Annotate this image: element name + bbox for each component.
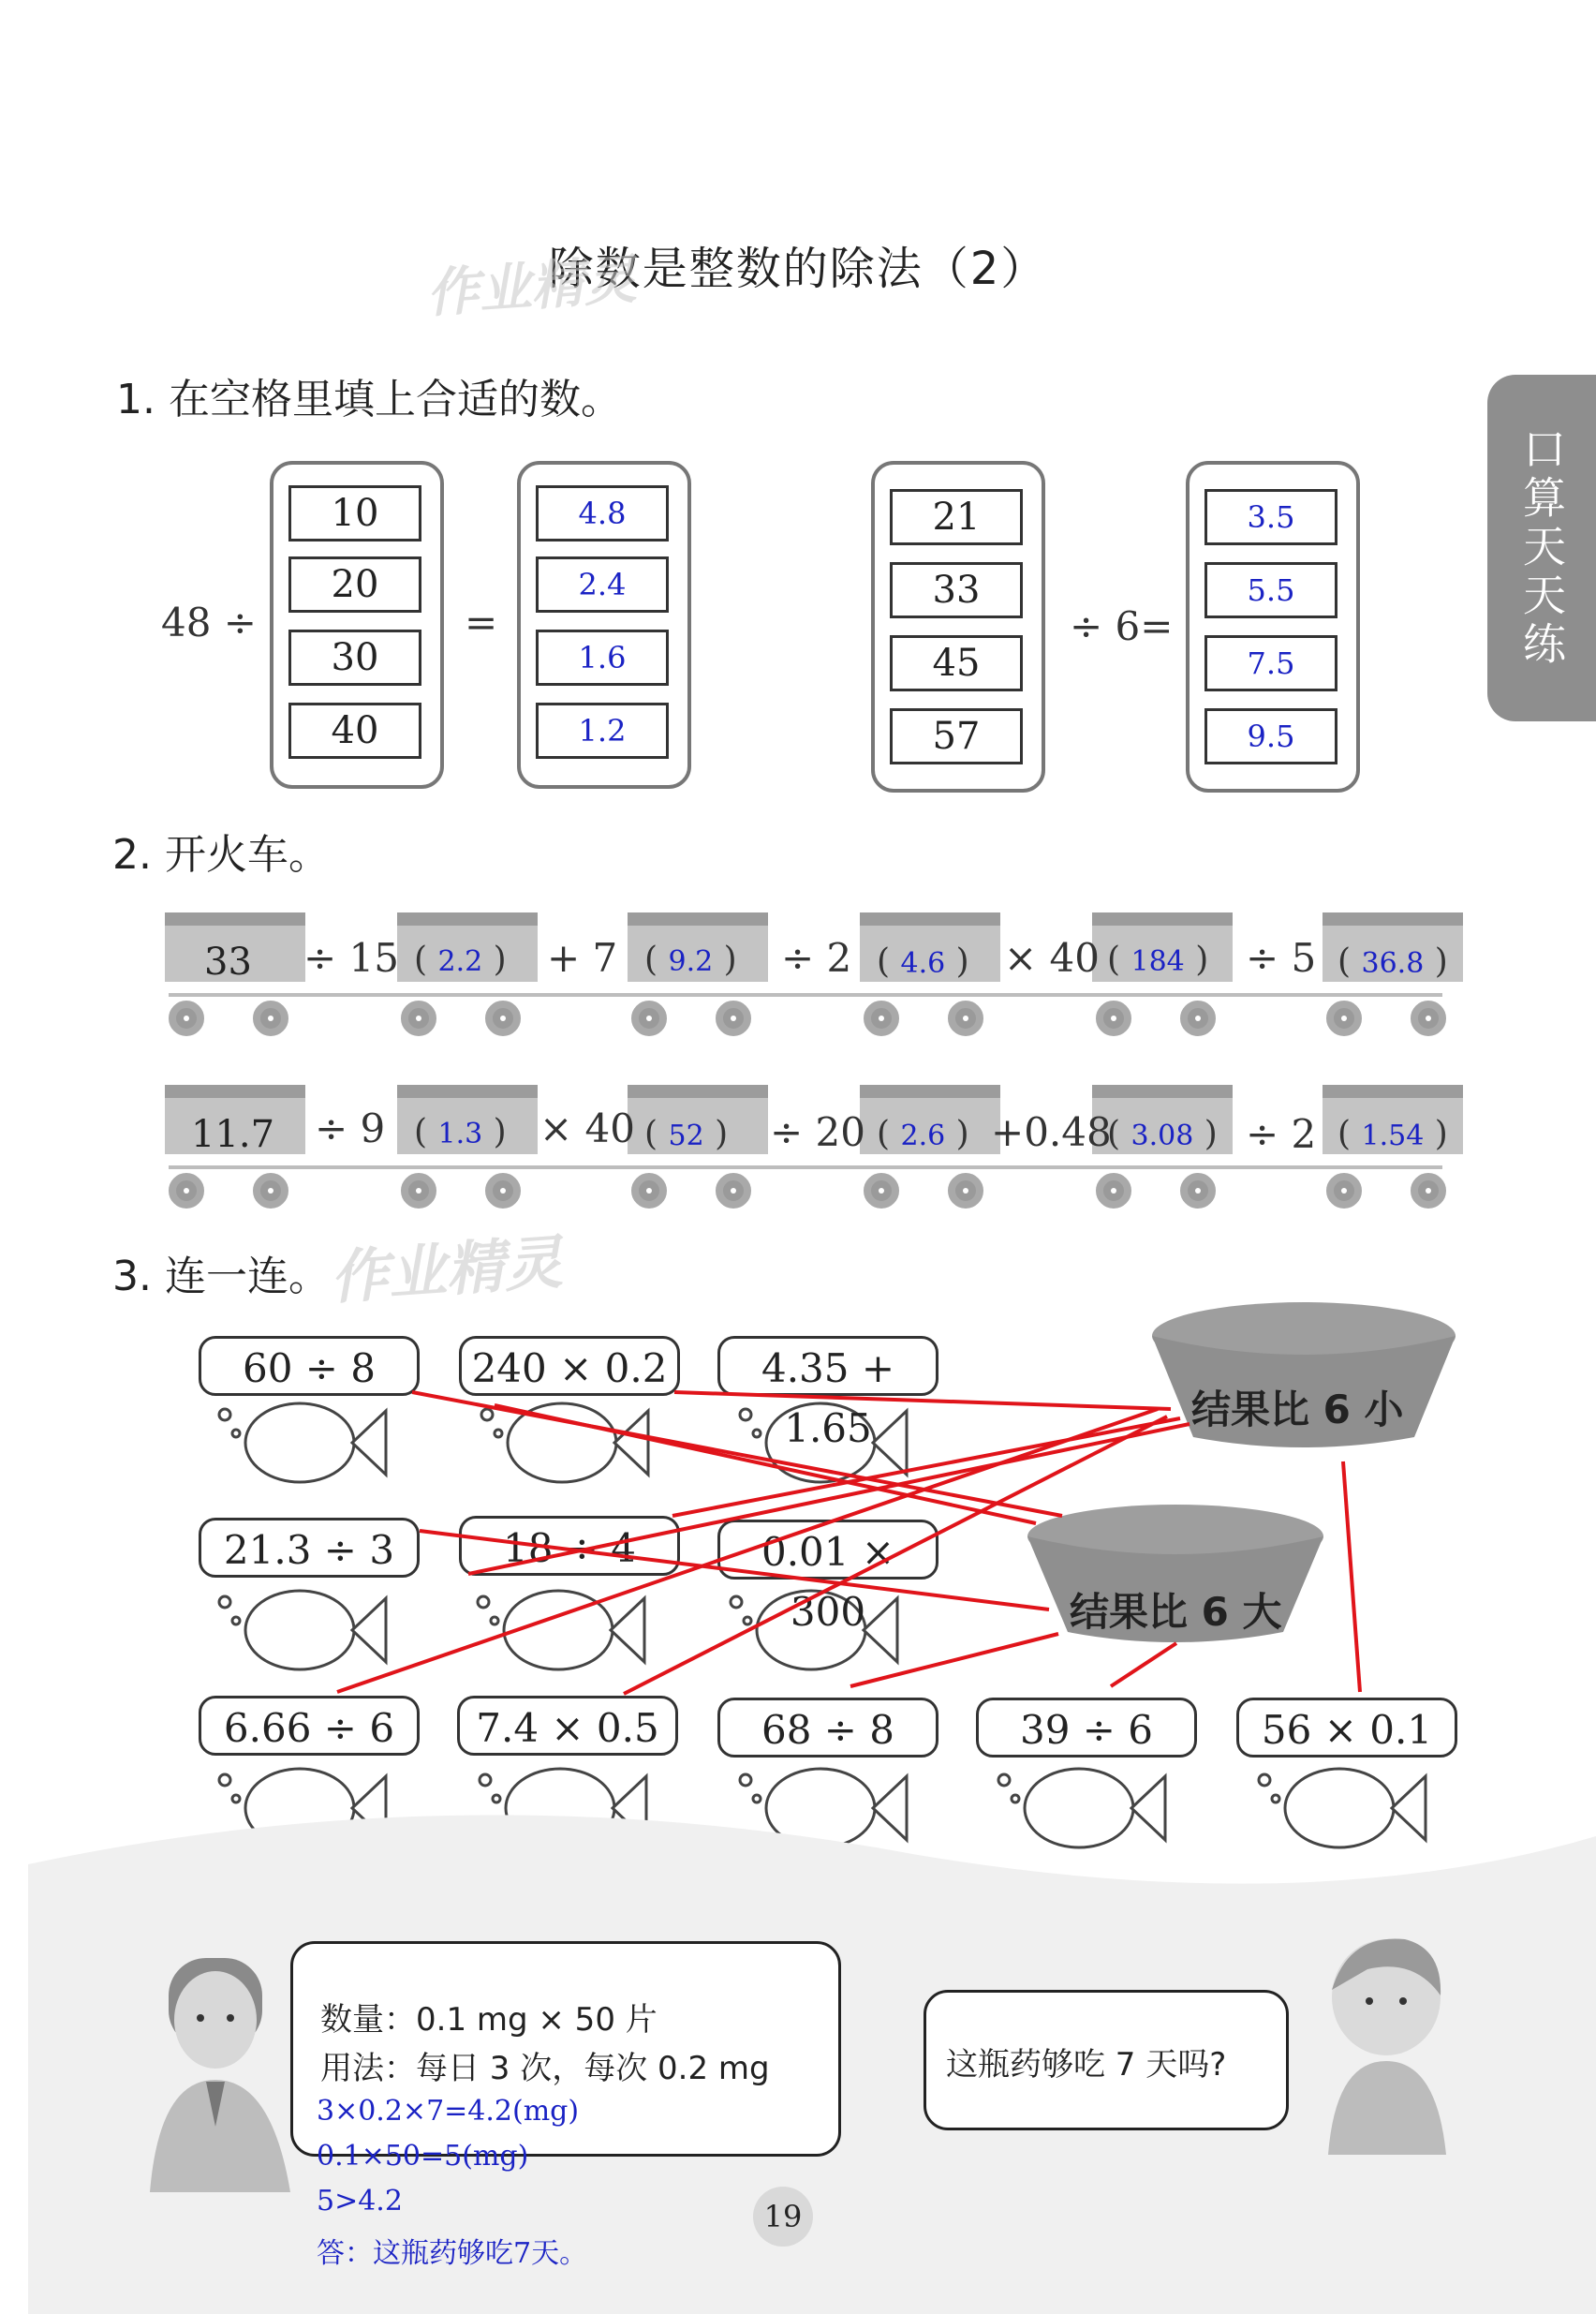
bowl-big-label: 结果比 6 大 xyxy=(1070,1589,1282,1635)
expression-bubble[interactable]: 4.35 + 1.65 xyxy=(717,1336,938,1396)
train-answer-blank[interactable]: ( 4.6 ) xyxy=(877,942,969,981)
left-prefix: 48 ÷ xyxy=(161,600,257,645)
side-tab-oral-calc[interactable]: 口算天天练 xyxy=(1487,375,1596,721)
teacher-line-2: 用法：每日 3 次，每次 0.2 mg xyxy=(320,2050,770,2087)
match-line xyxy=(624,1417,1167,1694)
match-line xyxy=(850,1634,1058,1686)
train-operator: ÷ 9 xyxy=(315,1105,386,1151)
left-input-cell: 30 xyxy=(288,630,421,686)
train-operator: × 40 xyxy=(1004,935,1100,981)
expression-bubble[interactable]: 18 ÷ 4 xyxy=(459,1516,680,1576)
answer-line: 答：这瓶药够吃7天。 xyxy=(317,2237,588,2270)
right-answer-cell[interactable]: 5.5 xyxy=(1204,562,1337,618)
train-operator: +0.48 xyxy=(991,1109,1112,1155)
student-avatar xyxy=(1311,1921,1461,2155)
left-input-cell: 10 xyxy=(288,485,421,541)
right-answer-cell[interactable]: 7.5 xyxy=(1204,635,1337,691)
train-operator: × 40 xyxy=(539,1105,635,1151)
train-start-value: 11.7 xyxy=(191,1113,275,1156)
match-line xyxy=(1343,1461,1360,1692)
match-line xyxy=(420,1531,1049,1609)
work-line: 3×0.2×7=4.2(mg) xyxy=(317,2095,580,2128)
train-operator: ÷ 2 xyxy=(781,935,852,981)
train-operator: ÷ 15 xyxy=(303,935,399,981)
watermark: 作业精灵 xyxy=(424,249,639,325)
train-operator: ÷ 20 xyxy=(770,1109,865,1155)
watermark: 作业精灵 xyxy=(328,1227,565,1313)
match-line xyxy=(1111,1643,1176,1686)
match-line xyxy=(495,1405,1036,1523)
right-input-cell: 45 xyxy=(890,635,1023,691)
question-3-label: 3. 连一连。 xyxy=(112,1253,330,1300)
left-answer-cell[interactable]: 2.4 xyxy=(536,556,669,613)
page-title: 除数是整数的除法（2） xyxy=(548,243,1048,295)
train-answer-blank[interactable]: ( 2.2 ) xyxy=(414,941,507,979)
train-answer-blank[interactable]: ( 52 ) xyxy=(644,1115,729,1153)
right-input-cell: 21 xyxy=(890,489,1023,545)
question-2-label: 2. 开火车。 xyxy=(112,831,330,879)
expression-bubble[interactable]: 240 × 0.2 xyxy=(459,1336,680,1396)
left-answer-cell[interactable]: 1.2 xyxy=(536,703,669,759)
left-input-cell: 40 xyxy=(288,703,421,759)
left-answer-cell[interactable]: 1.6 xyxy=(536,630,669,686)
expression-bubble[interactable]: 0.01 × 300 xyxy=(717,1520,938,1580)
train-operator: + 7 xyxy=(547,935,618,981)
bowl-small-label: 结果比 6 小 xyxy=(1191,1387,1404,1432)
train-answer-blank[interactable]: ( 3.08 ) xyxy=(1107,1115,1218,1153)
left-answer-cell[interactable]: 4.8 xyxy=(536,485,669,541)
match-line xyxy=(468,1424,1190,1574)
page-number: 19 xyxy=(753,2187,813,2247)
match-line xyxy=(674,1392,1171,1409)
expression-bubble[interactable]: 6.66 ÷ 6 xyxy=(199,1696,420,1756)
train-operator: ÷ 2 xyxy=(1246,1111,1317,1157)
expression-bubble[interactable]: 68 ÷ 8 xyxy=(717,1698,938,1758)
student-question: 这瓶药够吃 7 天吗? xyxy=(946,2046,1227,2084)
question-1-label: 1. 在空格里填上合适的数。 xyxy=(116,376,622,423)
expression-bubble[interactable]: 60 ÷ 8 xyxy=(199,1336,420,1396)
right-answer-cell[interactable]: 3.5 xyxy=(1204,489,1337,545)
expression-bubble[interactable]: 39 ÷ 6 xyxy=(976,1698,1197,1758)
match-line xyxy=(337,1409,1158,1692)
train-operator: ÷ 5 xyxy=(1246,935,1317,981)
work-line: 0.1×50=5(mg) xyxy=(317,2140,529,2173)
teacher-line-1: 数量：0.1 mg × 50 片 xyxy=(320,2001,658,2039)
work-line: 5>4.2 xyxy=(317,2185,403,2218)
expression-bubble[interactable]: 7.4 × 0.5 xyxy=(457,1696,678,1756)
match-line xyxy=(412,1392,1062,1516)
right-input-cell: 57 xyxy=(890,708,1023,764)
train-answer-blank[interactable]: ( 184 ) xyxy=(1107,941,1209,979)
left-equals: = xyxy=(465,600,498,645)
train-start-value: 33 xyxy=(204,941,252,984)
right-suffix: ÷ 6= xyxy=(1070,603,1174,649)
train-answer-blank[interactable]: ( 9.2 ) xyxy=(644,941,737,979)
expression-bubble[interactable]: 21.3 ÷ 3 xyxy=(199,1518,420,1578)
train-answer-blank[interactable]: ( 1.54 ) xyxy=(1337,1115,1448,1153)
right-input-cell: 33 xyxy=(890,562,1023,618)
train-answer-blank[interactable]: ( 36.8 ) xyxy=(1337,942,1448,981)
train-answer-blank[interactable]: ( 1.3 ) xyxy=(414,1113,507,1151)
right-answer-cell[interactable]: 9.5 xyxy=(1204,708,1337,764)
left-input-cell: 20 xyxy=(288,556,421,613)
expression-bubble[interactable]: 56 × 0.1 xyxy=(1236,1698,1457,1758)
train-answer-blank[interactable]: ( 2.6 ) xyxy=(877,1115,969,1153)
